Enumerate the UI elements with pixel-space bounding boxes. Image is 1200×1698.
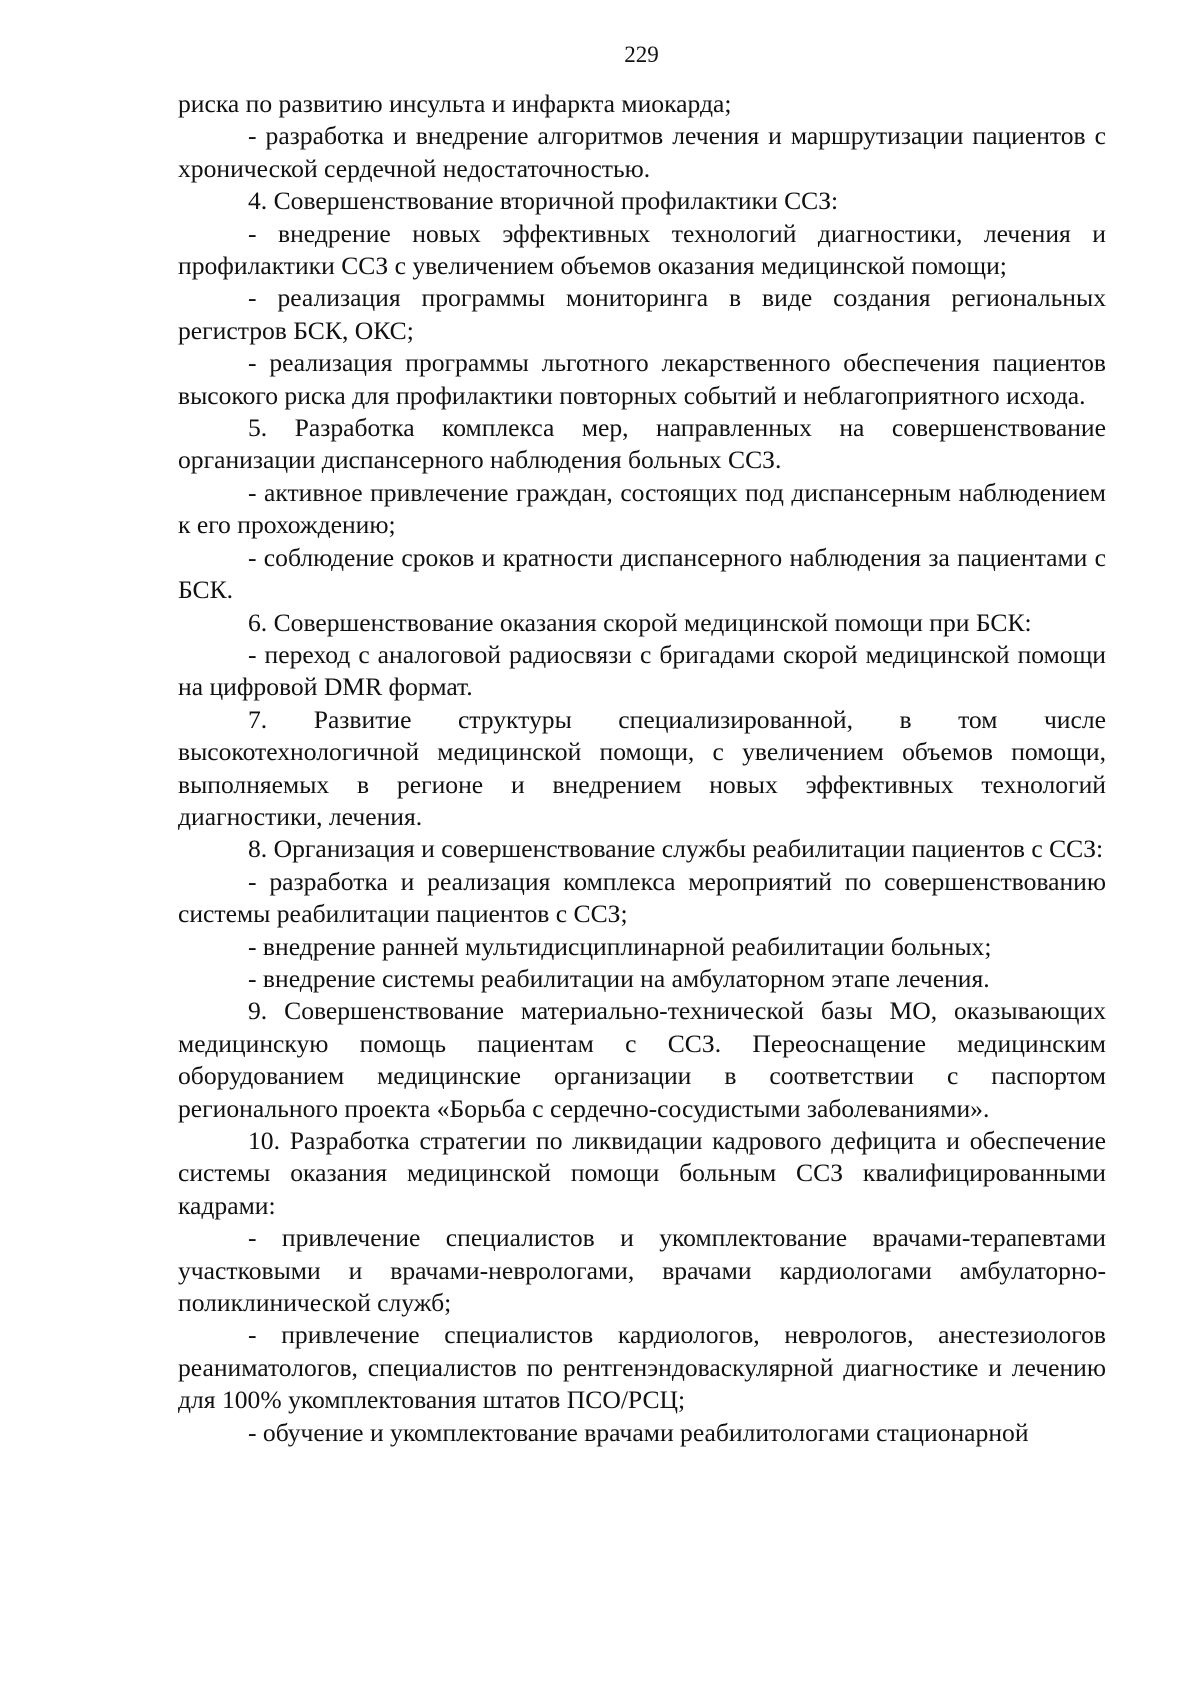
paragraph: - соблюдение сроков и кратности диспансерного наблюдения за пациентами с БСК. xyxy=(178,542,1106,605)
paragraph: - внедрение ранней мультидисциплинарной реабилитации больных; xyxy=(248,931,992,961)
paragraph: - реализация программы льготного лекарственного обеспечения пациентов высокого риска для профилактики повторных событий и неблагоприятного исхода. xyxy=(178,348,1106,410)
paragraph: 9. Совершенствование материально-технической базы МО, оказывающих медицинскую помощь пациентам с ССЗ. Переоснащение медицинским оборудованием медицинские организации в соответствии с паспортом регионального проекта «Борьба с сердечно-сосудистыми заболеваниями». xyxy=(178,996,1106,1123)
paragraph: риска по развитию инсульта и инфаркта миокарда; xyxy=(178,89,732,118)
paragraph: 4. Совершенствование вторичной профилактики ССЗ: xyxy=(248,186,839,216)
paragraph: - привлечение специалистов кардиологов, неврологов, анестезиологов реаниматологов, специалистов по рентгенэндоваскулярной диагностике и лечению для 100% укомплектования штатов ПСО/РСЦ; xyxy=(178,1320,1106,1415)
paragraph: - переход с аналоговой радиосвязи с бригадами скорой медицинской помощи на цифровой DMR формат. xyxy=(178,639,1106,702)
paragraph: 8. Организация и совершенствование службы реабилитации пациентов с ССЗ: xyxy=(248,834,1104,864)
paragraph: - внедрение новых эффективных технологий диагностики, лечения и профилактики ССЗ с увеличением объемов оказания медицинской помощи; xyxy=(178,218,1106,281)
paragraph: - внедрение системы реабилитации на амбулаторном этапе лечения. xyxy=(248,963,990,993)
paragraph: 5. Разработка комплекса мер, направленных на совершенствование организации диспансерного наблюдения больных ССЗ. xyxy=(178,413,1106,475)
paragraph: 7. Развитие структуры специализированной, в том числе высокотехнологичной медицинской помощи, с увеличением объемов помощи, выполняемых в регионе и внедрением новых эффективных технологий диагностики, лечения. xyxy=(178,704,1106,831)
paragraph: - разработка и реализация комплекса мероприятий по совершенствованию системы реабилитации пациентов с ССЗ; xyxy=(178,866,1106,929)
paragraph: 10. Разработка стратегии по ликвидации кадрового дефицита и обеспечение системы оказания медицинской помощи больным ССЗ квалифицированными кадрами: xyxy=(178,1126,1106,1220)
paragraph: - активное привлечение граждан, состоящих под диспансерным наблюдением к его прохождению; xyxy=(178,477,1106,540)
paragraph: - разработка и внедрение алгоритмов лечения и маршрутизации пациентов с хронической сердечной недостаточностью. xyxy=(178,121,1106,183)
paragraph: - привлечение специалистов и укомплектование врачами-терапевтами участковыми и врачами-неврологами, врачами кардиологами амбулаторно-поликлинической служб; xyxy=(178,1223,1106,1318)
paragraph: - реализация программы мониторинга в виде создания региональных регистров БСК, ОКС; xyxy=(178,283,1106,345)
document-body xyxy=(178,88,1106,1449)
paragraph: 6. Совершенствование оказания скорой медицинской помощи при БСК: xyxy=(248,607,1032,637)
paragraph: - обучение и укомплектование врачами реабилитологами стационарной xyxy=(248,1417,1029,1447)
page-number: 229 xyxy=(624,42,659,67)
